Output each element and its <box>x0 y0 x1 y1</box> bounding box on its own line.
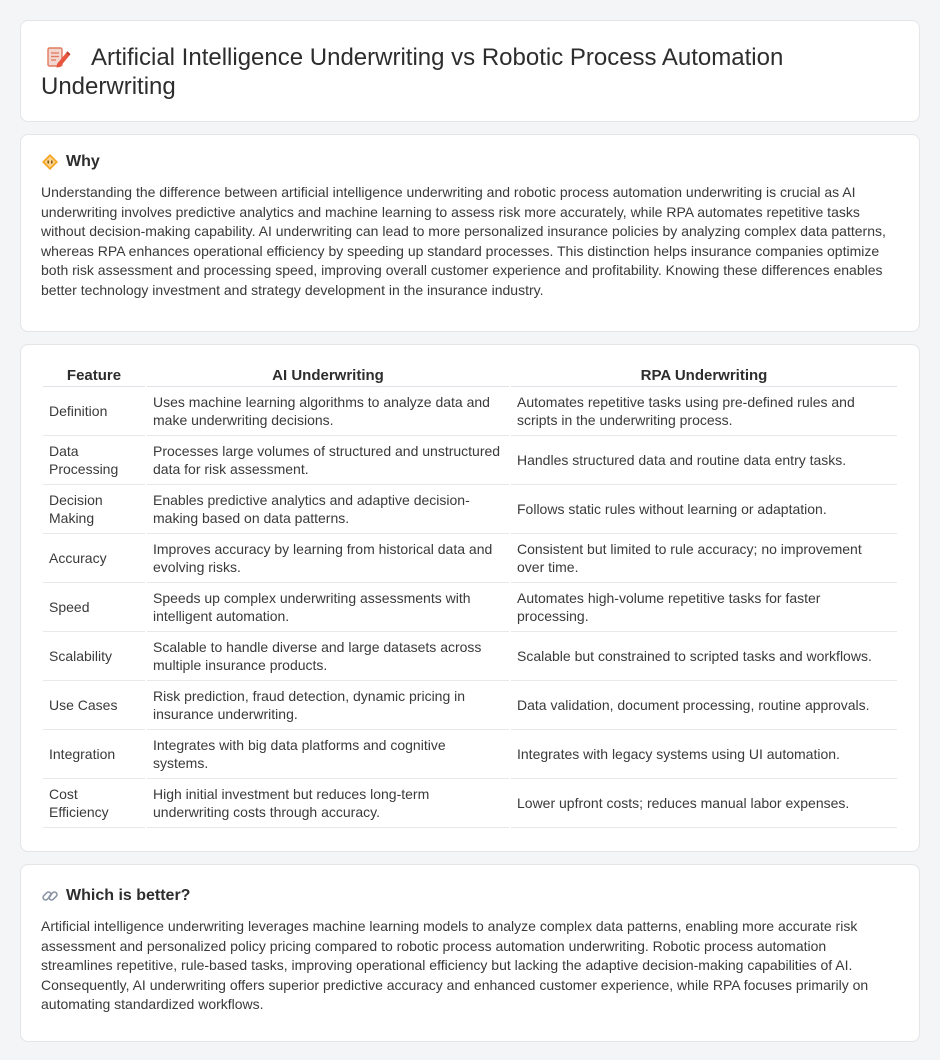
feature-cell: Use Cases <box>43 681 145 730</box>
table-row <box>43 632 897 681</box>
rpa-cell: Automates high-volume repetitive tasks for faster processing. <box>511 583 897 632</box>
feature-cell: Integration <box>43 730 145 779</box>
rpa-cell: Lower upfront costs; reduces manual labor expenses. <box>511 779 897 828</box>
why-section <box>20 134 920 332</box>
why-text: Understanding the difference between artificial intelligence underwriting and robotic process automation underwriting is crucial as AI underwriting involves predictive analytics and machine learning to assess risk more accurately, while RPA automates repetitive tasks without decision-making capability. AI underwriting can lead to more personalized insurance policies by analyzing complex data patterns, whereas RPA enhances operational efficiency by speeding up standard processes. This distinction helps insurance companies optimize both risk assessment and processing speed, improving overall customer experience and profitability. Knowing these differences enables better technology investment and strategy development in the insurance industry. <box>41 184 886 298</box>
table-row <box>43 534 897 583</box>
table-row <box>43 436 897 485</box>
table-header-row <box>43 363 897 387</box>
feature-cell: Decision Making <box>43 485 145 534</box>
header-feature: Feature <box>43 363 145 387</box>
ai-cell: Scalable to handle diverse and large datasets across multiple insurance products. <box>147 632 509 681</box>
table-row <box>43 485 897 534</box>
table-row <box>43 779 897 828</box>
feature-cell: Definition <box>43 387 145 436</box>
rpa-cell: Scalable but constrained to scripted tasks and workflows. <box>511 632 897 681</box>
ai-cell: Processes large volumes of structured and unstructured data for risk assessment. <box>147 436 509 485</box>
rpa-cell: Automates repetitive tasks using pre-defined rules and scripts in the underwriting process. <box>511 387 897 436</box>
document-pencil-icon <box>45 46 71 68</box>
ai-cell: Improves accuracy by learning from historical data and evolving risks. <box>147 534 509 583</box>
link-icon <box>41 887 59 905</box>
diamond-warning-icon <box>41 153 59 171</box>
why-heading-text: Why <box>66 153 100 170</box>
ai-cell: Integrates with big data platforms and cognitive systems. <box>147 730 509 779</box>
ai-cell: Uses machine learning algorithms to analyze data and make underwriting decisions. <box>147 387 509 436</box>
rpa-cell: Follows static rules without learning or adaptation. <box>511 485 897 534</box>
title-card <box>20 20 920 122</box>
page-title-text: Artificial Intelligence Underwriting vs Robotic Process Automation Underwriting <box>41 44 784 100</box>
table-row <box>43 730 897 779</box>
ai-cell: Speeds up complex underwriting assessments with intelligent automation. <box>147 583 509 632</box>
table-row <box>43 681 897 730</box>
rpa-cell: Data validation, document processing, routine approvals. <box>511 681 897 730</box>
feature-cell: Accuracy <box>43 534 145 583</box>
feature-cell: Speed <box>43 583 145 632</box>
table-row <box>43 387 897 436</box>
better-heading-text: Which is better? <box>66 887 191 904</box>
header-rpa-underwriting: RPA Underwriting <box>511 363 897 387</box>
ai-cell: High initial investment but reduces long-term underwriting costs through accuracy. <box>147 779 509 828</box>
better-text: Artificial intelligence underwriting leverages machine learning models to analyze complex data patterns, enabling more accurate risk assessment and personalized policy pricing compared to robotic process automation underwriting. Robotic process automation streamlines repetitive, rule-based tasks, improving operational efficiency but lacking the adaptive decision-making capabilities of AI. Consequently, AI underwriting offers superior predictive accuracy and enhanced customer experience, while RPA focuses primarily on automating standardized workflows. <box>41 918 869 1012</box>
page-title <box>41 43 899 101</box>
comparison-table <box>41 363 899 828</box>
feature-cell: Cost Efficiency <box>43 779 145 828</box>
better-heading <box>41 887 899 905</box>
rpa-cell: Integrates with legacy systems using UI automation. <box>511 730 897 779</box>
feature-cell: Scalability <box>43 632 145 681</box>
feature-cell: Data Processing <box>43 436 145 485</box>
rpa-cell: Handles structured data and routine data entry tasks. <box>511 436 897 485</box>
ai-cell: Risk prediction, fraud detection, dynamic pricing in insurance underwriting. <box>147 681 509 730</box>
why-heading <box>41 153 899 171</box>
rpa-cell: Consistent but limited to rule accuracy; no improvement over time. <box>511 534 897 583</box>
table-row <box>43 583 897 632</box>
comparison-section <box>20 344 920 852</box>
header-ai-underwriting: AI Underwriting <box>147 363 509 387</box>
which-is-better-section <box>20 864 920 1042</box>
ai-cell: Enables predictive analytics and adaptive decision-making based on data patterns. <box>147 485 509 534</box>
